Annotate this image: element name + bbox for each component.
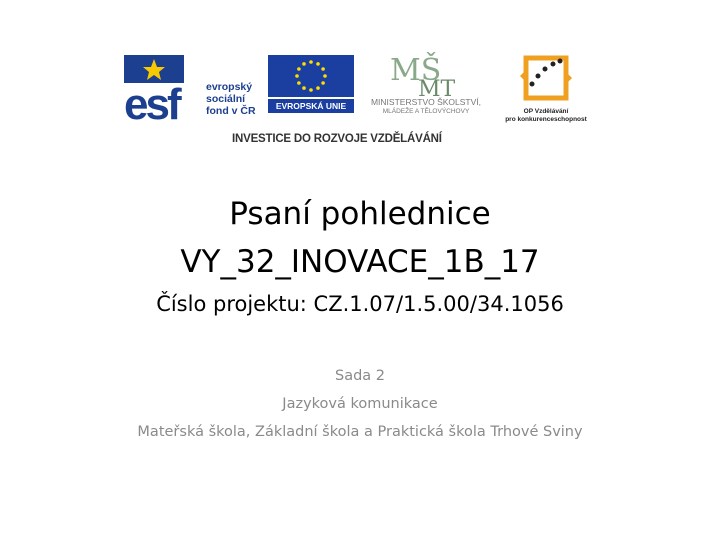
eu-star xyxy=(297,67,301,71)
eu-star xyxy=(321,67,325,71)
logo-bar xyxy=(124,50,590,150)
eu-flag-icon xyxy=(268,55,354,97)
esf-text xyxy=(206,81,256,117)
msmt-logo xyxy=(356,52,496,122)
eu-logo xyxy=(268,55,354,117)
svg-text:MŠ: MŠ xyxy=(390,53,442,88)
eu-star xyxy=(302,62,306,66)
eu-star xyxy=(323,74,327,78)
project-number: Číslo projektu: CZ.1.07/1.5.00/34.1056 xyxy=(156,292,564,316)
eu-star xyxy=(295,74,299,78)
subtitle-topic: Jazyková komunikace xyxy=(282,396,438,412)
svg-text:esf: esf xyxy=(124,80,179,123)
eu-star xyxy=(321,81,325,85)
esf-line-1: evropský xyxy=(206,81,253,93)
subtitle-school: Mateřská škola, Základní škola a Praktická škola Trhové Sviny xyxy=(137,424,583,440)
title-line-2: VY_32_INOVACE_1B_17 xyxy=(180,244,540,280)
op-mark-icon xyxy=(502,52,590,108)
eu-star xyxy=(316,86,320,90)
op-line-2: pro konkurenceschopnost xyxy=(505,116,587,123)
eu-star xyxy=(297,81,301,85)
msmt-line-2: MLÁDEŽE A TĚLOVÝCHOVY xyxy=(382,108,470,115)
subtitle-set: Sada 2 xyxy=(334,368,385,384)
esf-mark-icon xyxy=(124,55,206,123)
msmt-line-1: MINISTERSTVO ŠKOLSTVÍ, xyxy=(370,97,482,107)
esf-line-2: sociální xyxy=(206,93,246,105)
op-logo xyxy=(502,52,590,124)
eu-star xyxy=(302,86,306,90)
investice-tagline: INVESTICE DO ROZVOJE VZDĚLÁVÁNÍ xyxy=(232,133,442,145)
msmt-mark-icon xyxy=(356,52,496,98)
eu-star xyxy=(309,60,313,64)
msmt-text xyxy=(356,98,496,116)
eu-label: EVROPSKÁ UNIE xyxy=(268,99,354,113)
eu-star xyxy=(309,88,313,92)
op-line-1: OP Vzdělávání xyxy=(523,108,569,115)
esf-logo xyxy=(124,55,264,123)
op-text xyxy=(502,108,590,124)
esf-line-3: fond v ČR xyxy=(206,105,256,117)
svg-text:MT: MT xyxy=(418,77,456,98)
eu-star xyxy=(316,62,320,66)
title-line-1: Psaní pohlednice xyxy=(229,196,491,232)
